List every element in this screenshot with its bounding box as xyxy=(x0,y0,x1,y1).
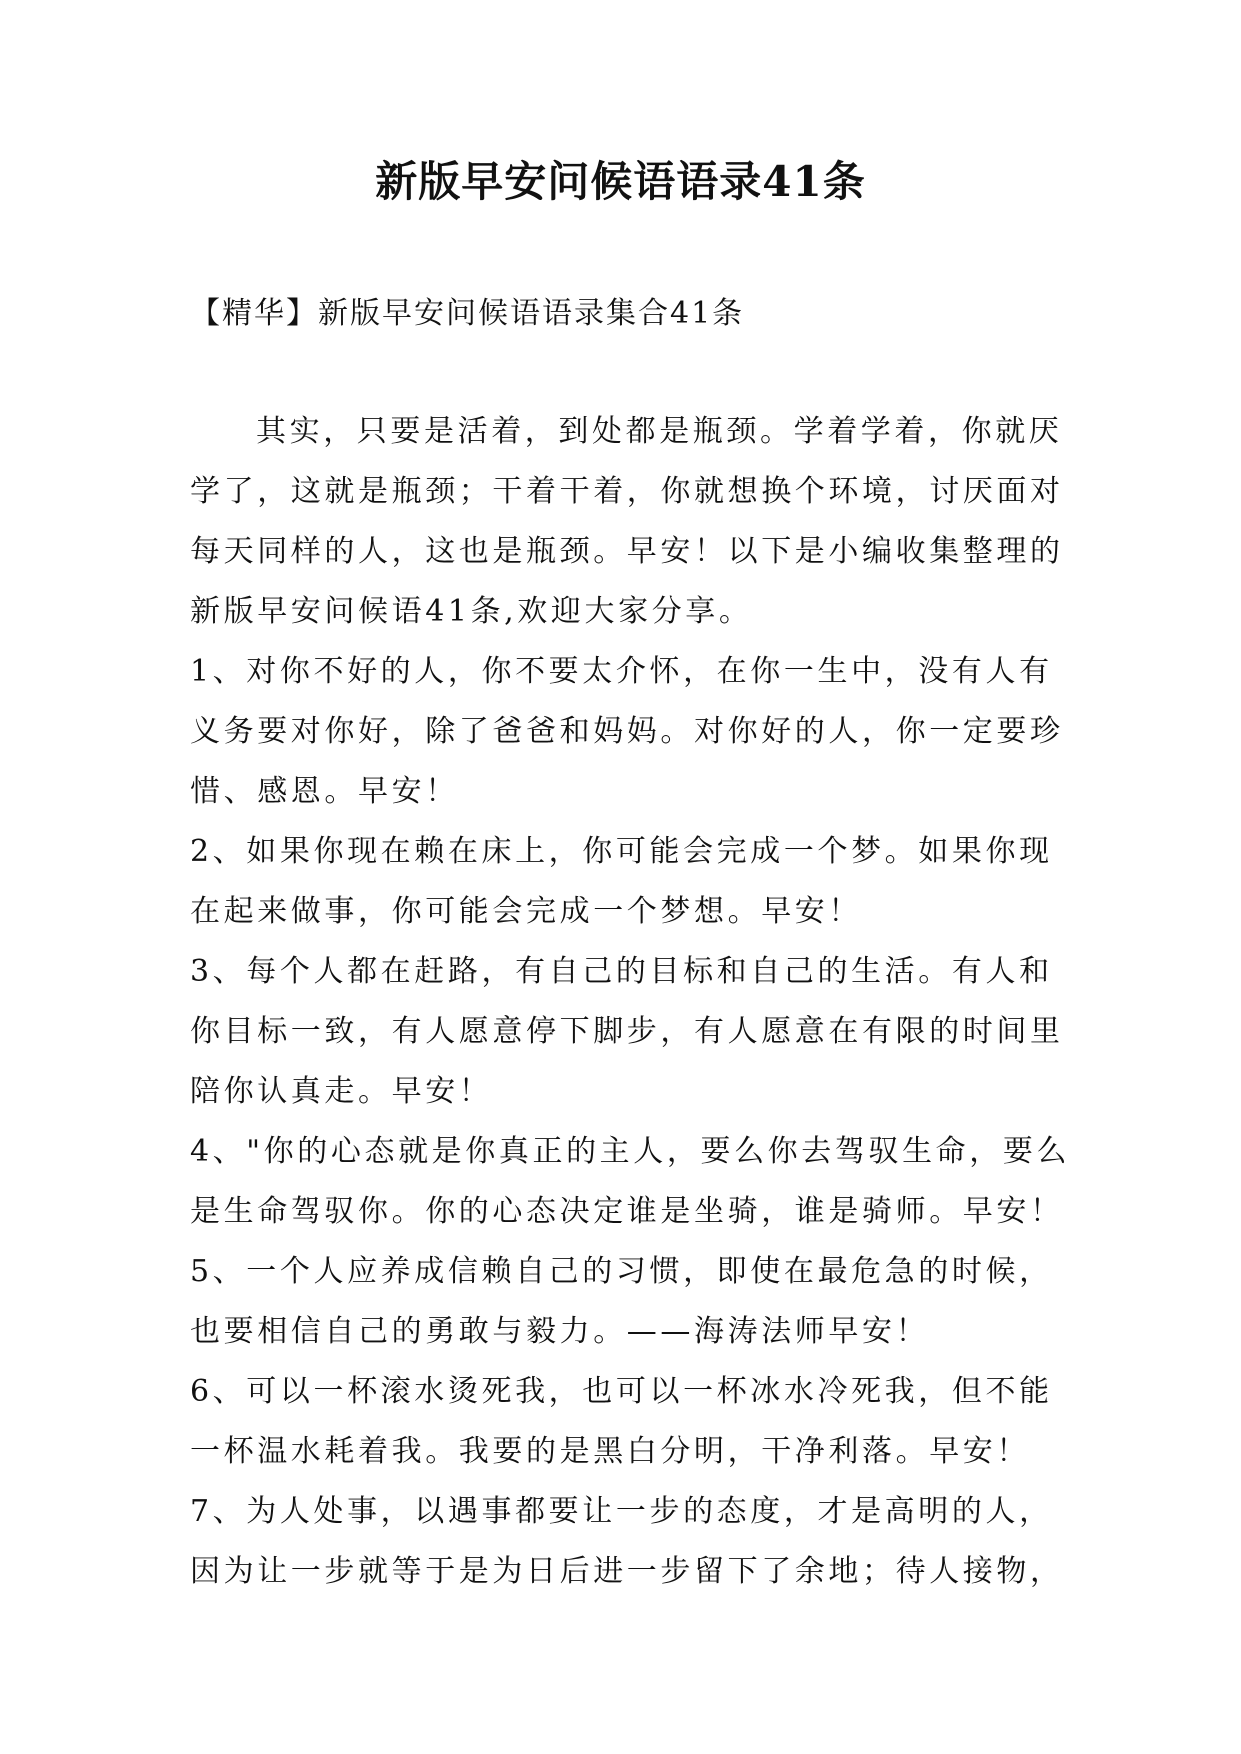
text-line: 因为让一步就等于是为日后进一步留下了余地；待人接物， xyxy=(190,1554,1064,1589)
document-title: 新版早安问候语语录41条 xyxy=(375,157,866,206)
document-body xyxy=(190,402,1071,1602)
text-line: 也要相信自己的勇敢与毅力。——海涛法师早安！ xyxy=(190,1314,930,1349)
text-line: 2、如果你现在赖在床上，你可能会完成一个梦。如果你现 xyxy=(190,834,1053,869)
text-line: 惜、感恩。早安！ xyxy=(190,774,459,809)
text-line: 6、可以一杯滚水烫死我，也可以一杯冰水冷死我，但不能 xyxy=(190,1374,1053,1409)
text-line: 一杯温水耗着我。我要的是黑白分明，干净利落。早安！ xyxy=(190,1434,1030,1469)
text-line: 3、每个人都在赶路，有自己的目标和自己的生活。有人和 xyxy=(190,954,1053,989)
text-line: 你目标一致，有人愿意停下脚步，有人愿意在有限的时间里 xyxy=(190,1014,1064,1049)
text-line: 5、一个人应养成信赖自己的习惯，即使在最危急的时候， xyxy=(190,1254,1053,1289)
text-line: 在起来做事，你可能会完成一个梦想。早安！ xyxy=(190,894,862,929)
text-line: 陪你认真走。早安！ xyxy=(190,1074,493,1109)
text-line: 新版早安问候语41条,欢迎大家分享。 xyxy=(190,594,753,629)
document-subtitle: 【精华】新版早安问候语语录集合41条 xyxy=(190,296,745,331)
text-line: 1、对你不好的人，你不要太介怀，在你一生中，没有人有 xyxy=(190,654,1053,689)
text-line: 每天同样的人，这也是瓶颈。早安！以下是小编收集整理的 xyxy=(190,534,1064,569)
text-line: 其实，只要是活着，到处都是瓶颈。学着学着，你就厌 xyxy=(256,414,1063,449)
text-line: 4、"你的心态就是你真正的主人，要么你去驾驭生命，要么 xyxy=(190,1134,1071,1169)
text-line: 是生命驾驭你。你的心态决定谁是坐骑，谁是骑师。早安！ xyxy=(190,1194,1064,1229)
text-line: 学了，这就是瓶颈；干着干着，你就想换个环境，讨厌面对 xyxy=(190,474,1064,509)
text-line: 义务要对你好，除了爸爸和妈妈。对你好的人，你一定要珍 xyxy=(190,714,1064,749)
text-line: 7、为人处事，以遇事都要让一步的态度，才是高明的人， xyxy=(190,1494,1053,1529)
